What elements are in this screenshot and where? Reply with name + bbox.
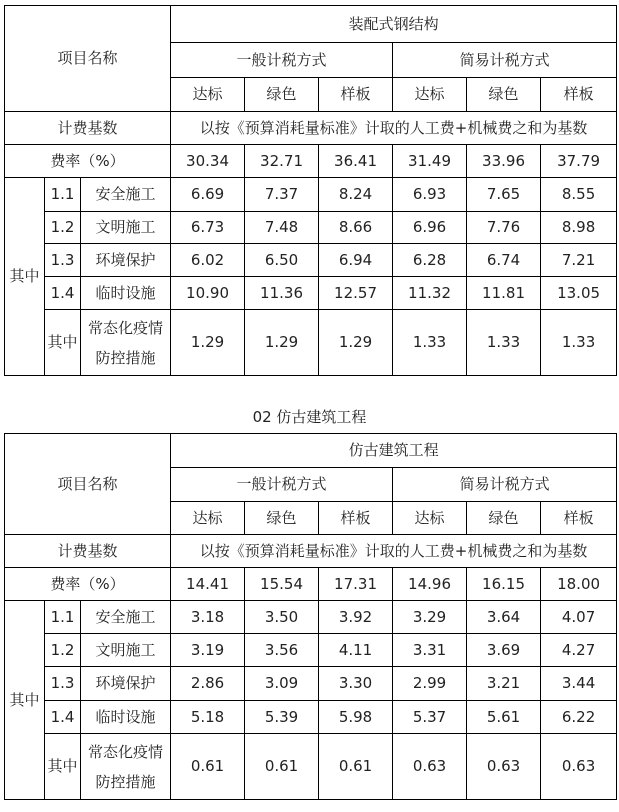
rate-cell: 6.02	[171, 244, 245, 277]
item-number: 1.2	[45, 634, 81, 667]
rate-cell: 8.55	[541, 178, 617, 212]
rate-value: 33.96	[467, 145, 541, 178]
rate-value: 17.31	[319, 568, 393, 601]
sub-item-name-line2: 防控措施	[95, 772, 156, 791]
item-number: 1.1	[45, 601, 81, 634]
base-label: 计费基数	[5, 112, 171, 145]
rate-cell: 7.21	[541, 244, 617, 277]
among-label: 其中	[5, 178, 45, 376]
sub-among-label: 其中	[45, 734, 81, 800]
rate-cell: 10.90	[171, 277, 245, 310]
rate-cell: 6.73	[171, 212, 245, 244]
grade-header: 样板	[319, 502, 393, 535]
item-name-header: 项目名称	[5, 6, 171, 112]
sub-item-name-line2: 防控措施	[95, 348, 156, 367]
general-tax-header: 一般计税方式	[171, 468, 393, 502]
item-name-header: 项目名称	[5, 434, 171, 535]
rate-cell: 3.69	[467, 634, 541, 667]
sub-rate-cell: 0.63	[541, 734, 617, 800]
general-tax-header: 一般计税方式	[171, 43, 393, 78]
rate-cell: 5.61	[467, 701, 541, 734]
sub-rate-cell: 0.61	[319, 734, 393, 800]
item-name: 文明施工	[81, 634, 171, 667]
base-text: 以按《预算消耗量标准》计取的人工费+机械费之和为基数	[171, 535, 617, 568]
rate-value: 37.79	[541, 145, 617, 178]
rate-cell: 3.18	[171, 601, 245, 634]
base-text: 以按《预算消耗量标准》计取的人工费+机械费之和为基数	[171, 112, 617, 145]
item-name: 环境保护	[81, 244, 171, 277]
rate-cell: 5.37	[393, 701, 467, 734]
rate-cell: 6.74	[467, 244, 541, 277]
sub-rate-cell: 1.29	[319, 310, 393, 376]
sub-item-name	[81, 734, 171, 800]
rate-cell: 3.09	[245, 667, 319, 701]
grade-header: 样板	[319, 78, 393, 112]
item-number: 1.3	[45, 667, 81, 701]
rate-cell: 6.96	[393, 212, 467, 244]
rate-label: 费率（%）	[5, 145, 171, 178]
rate-label: 费率（%）	[5, 568, 171, 601]
rate-cell: 6.93	[393, 178, 467, 212]
rate-cell: 5.98	[319, 701, 393, 734]
sub-rate-cell: 0.61	[171, 734, 245, 800]
grade-header: 达标	[171, 78, 245, 112]
item-name: 安全施工	[81, 601, 171, 634]
rate-cell: 7.37	[245, 178, 319, 212]
grade-header: 达标	[171, 502, 245, 535]
rate-cell: 7.76	[467, 212, 541, 244]
rate-value: 32.71	[245, 145, 319, 178]
item-name: 文明施工	[81, 212, 171, 244]
rate-cell: 6.50	[245, 244, 319, 277]
sub-rate-cell: 1.33	[467, 310, 541, 376]
rate-cell: 13.05	[541, 277, 617, 310]
sub-rate-cell: 1.29	[171, 310, 245, 376]
item-number: 1.3	[45, 244, 81, 277]
section-caption: 02 仿古建筑工程	[252, 408, 367, 426]
rate-cell: 5.18	[171, 701, 245, 734]
sub-item-name-line1: 常态化疫情	[88, 742, 164, 761]
table-title: 仿古建筑工程	[171, 434, 617, 468]
rate-cell: 3.30	[319, 667, 393, 701]
sub-rate-cell: 1.33	[541, 310, 617, 376]
grade-header: 样板	[541, 78, 617, 112]
rate-cell: 3.29	[393, 601, 467, 634]
grade-header: 绿色	[245, 502, 319, 535]
rate-cell: 2.86	[171, 667, 245, 701]
sub-item-name-line1: 常态化疫情	[88, 318, 164, 337]
rate-cell: 11.32	[393, 277, 467, 310]
rate-cell: 5.39	[245, 701, 319, 734]
rate-cell: 3.44	[541, 667, 617, 701]
sub-among-label: 其中	[45, 310, 81, 376]
base-label: 计费基数	[5, 535, 171, 568]
rate-cell: 6.28	[393, 244, 467, 277]
rate-cell: 3.56	[245, 634, 319, 667]
rate-value: 36.41	[319, 145, 393, 178]
rate-cell: 4.11	[319, 634, 393, 667]
item-number: 1.1	[45, 178, 81, 212]
rate-cell: 6.69	[171, 178, 245, 212]
grade-header: 样板	[541, 502, 617, 535]
sub-rate-cell: 0.63	[393, 734, 467, 800]
item-name: 环境保护	[81, 667, 171, 701]
rate-value: 16.15	[467, 568, 541, 601]
rate-cell: 3.50	[245, 601, 319, 634]
rate-cell: 8.98	[541, 212, 617, 244]
simple-tax-header: 简易计税方式	[393, 468, 617, 502]
item-name: 临时设施	[81, 701, 171, 734]
simple-tax-header: 简易计税方式	[393, 43, 617, 78]
rate-cell: 2.99	[393, 667, 467, 701]
rate-cell: 3.21	[467, 667, 541, 701]
sub-rate-cell: 1.29	[245, 310, 319, 376]
rate-cell: 7.65	[467, 178, 541, 212]
item-number: 1.4	[45, 277, 81, 310]
rate-cell: 6.22	[541, 701, 617, 734]
rate-cell: 3.31	[393, 634, 467, 667]
rate-cell: 8.24	[319, 178, 393, 212]
grade-header: 达标	[393, 502, 467, 535]
grade-header: 绿色	[467, 502, 541, 535]
rate-cell: 3.19	[171, 634, 245, 667]
rate-cell: 8.66	[319, 212, 393, 244]
rate-cell: 6.94	[319, 244, 393, 277]
rate-cell: 11.36	[245, 277, 319, 310]
rate-cell: 7.48	[245, 212, 319, 244]
item-name: 安全施工	[81, 178, 171, 212]
rate-value: 14.96	[393, 568, 467, 601]
among-label: 其中	[5, 601, 45, 800]
fee-rate-table	[4, 433, 617, 800]
rate-value: 15.54	[245, 568, 319, 601]
sub-rate-cell: 1.33	[393, 310, 467, 376]
table-title: 装配式钢结构	[171, 6, 617, 43]
sub-item-name	[81, 310, 171, 376]
rate-cell: 4.07	[541, 601, 617, 634]
rate-value: 14.41	[171, 568, 245, 601]
rate-cell: 12.57	[319, 277, 393, 310]
grade-header: 绿色	[245, 78, 319, 112]
sub-rate-cell: 0.63	[467, 734, 541, 800]
sub-rate-cell: 0.61	[245, 734, 319, 800]
item-number: 1.4	[45, 701, 81, 734]
rate-cell: 3.92	[319, 601, 393, 634]
grade-header: 达标	[393, 78, 467, 112]
rate-value: 18.00	[541, 568, 617, 601]
item-number: 1.2	[45, 212, 81, 244]
item-name: 临时设施	[81, 277, 171, 310]
rate-cell: 11.81	[467, 277, 541, 310]
grade-header: 绿色	[467, 78, 541, 112]
fee-rate-table	[4, 5, 617, 376]
rate-value: 31.49	[393, 145, 467, 178]
rate-value: 30.34	[171, 145, 245, 178]
rate-cell: 3.64	[467, 601, 541, 634]
rate-cell: 4.27	[541, 634, 617, 667]
